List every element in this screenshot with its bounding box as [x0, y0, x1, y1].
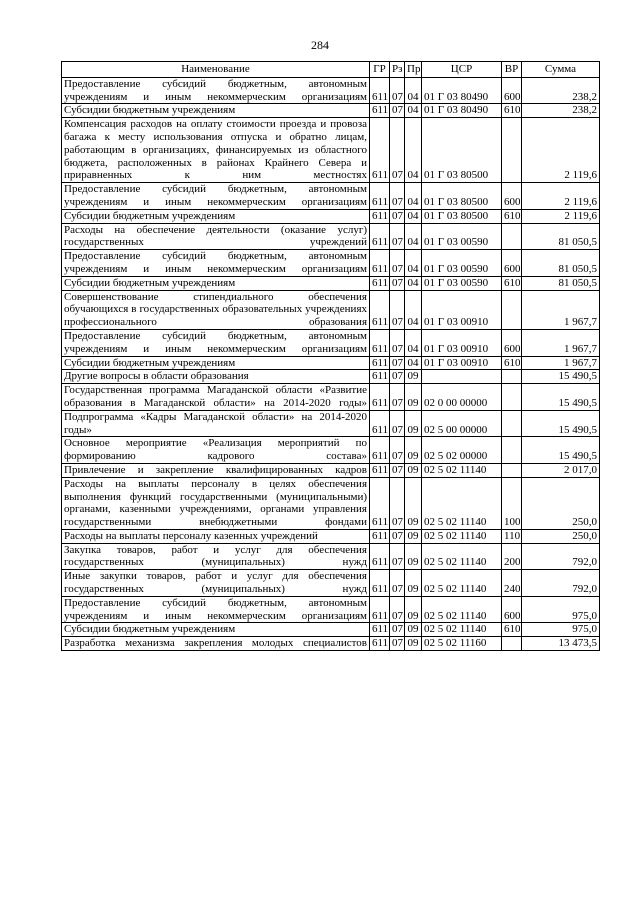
table-row [62, 209, 600, 223]
cell-sum: 15 490,5 [522, 370, 600, 384]
cell-sum: 250,0 [522, 477, 600, 529]
table-row [62, 290, 600, 329]
cell-rz: 07 [390, 596, 405, 623]
cell-csr: 02 5 02 11160 [422, 637, 502, 651]
budget-table [61, 61, 600, 651]
cell-rz: 07 [390, 356, 405, 370]
cell-name: Государственная программа Магаданской области «Развитие образования в Магаданской области» на 2014-2020 годы» [62, 384, 370, 411]
cell-rz: 07 [390, 384, 405, 411]
cell-gr: 611 [370, 250, 390, 277]
cell-rz: 07 [390, 329, 405, 356]
cell-gr: 611 [370, 410, 390, 437]
table-row [62, 329, 600, 356]
table-row [62, 637, 600, 651]
cell-vr: 600 [502, 183, 522, 210]
cell-csr: 01 Г 03 80490 [422, 77, 502, 104]
cell-vr: 600 [502, 329, 522, 356]
cell-csr: 01 Г 03 80500 [422, 118, 502, 183]
cell-rz: 07 [390, 529, 405, 543]
cell-pr: 04 [405, 290, 422, 329]
cell-gr: 611 [370, 437, 390, 464]
table-row [62, 104, 600, 118]
cell-vr: 600 [502, 250, 522, 277]
cell-rz: 07 [390, 276, 405, 290]
cell-rz: 07 [390, 463, 405, 477]
cell-rz: 07 [390, 410, 405, 437]
cell-sum: 2 119,6 [522, 118, 600, 183]
cell-rz: 07 [390, 250, 405, 277]
cell-csr: 01 Г 03 00910 [422, 290, 502, 329]
header-csr: ЦСР [422, 62, 502, 78]
cell-pr: 09 [405, 437, 422, 464]
cell-rz: 07 [390, 183, 405, 210]
cell-vr [502, 223, 522, 250]
cell-pr: 09 [405, 637, 422, 651]
cell-csr [422, 370, 502, 384]
cell-pr: 04 [405, 104, 422, 118]
cell-csr: 01 Г 03 80490 [422, 104, 502, 118]
table-row [62, 529, 600, 543]
cell-rz: 07 [390, 543, 405, 570]
cell-csr: 02 5 02 11140 [422, 596, 502, 623]
header-vr: ВР [502, 62, 522, 78]
cell-gr: 611 [370, 104, 390, 118]
cell-pr: 04 [405, 356, 422, 370]
cell-vr [502, 384, 522, 411]
cell-csr: 02 5 00 00000 [422, 410, 502, 437]
cell-name: Субсидии бюджетным учреждениям [62, 276, 370, 290]
cell-gr: 611 [370, 209, 390, 223]
cell-name: Компенсация расходов на оплату стоимости проезда и провоза багажа к месту использования отпуска и обратно лицам, работающим в организациях, финансируемых из областного бюджета, расположенных в районах Крайнего Севера и приравненных к ним местностях [62, 118, 370, 183]
header-gr: ГР [370, 62, 390, 78]
cell-pr: 09 [405, 410, 422, 437]
cell-sum: 792,0 [522, 570, 600, 597]
cell-gr: 611 [370, 463, 390, 477]
cell-sum: 13 473,5 [522, 637, 600, 651]
cell-name: Предоставление субсидий бюджетным, автономным учреждениям и иным некоммерческим организациям [62, 596, 370, 623]
cell-rz: 07 [390, 623, 405, 637]
cell-pr: 09 [405, 384, 422, 411]
cell-sum: 2 119,6 [522, 209, 600, 223]
table-row [62, 463, 600, 477]
cell-csr: 02 0 00 00000 [422, 384, 502, 411]
cell-vr: 110 [502, 529, 522, 543]
cell-gr: 611 [370, 570, 390, 597]
cell-gr: 611 [370, 183, 390, 210]
cell-sum: 15 490,5 [522, 437, 600, 464]
header-name: Наименование [62, 62, 370, 78]
cell-vr: 610 [502, 209, 522, 223]
cell-name: Подпрограмма «Кадры Магаданской области» на 2014-2020 годы» [62, 410, 370, 437]
cell-rz: 07 [390, 370, 405, 384]
cell-rz: 07 [390, 290, 405, 329]
table-row [62, 276, 600, 290]
cell-rz: 07 [390, 223, 405, 250]
cell-rz: 07 [390, 77, 405, 104]
table-row [62, 623, 600, 637]
cell-name: Совершенствование стипендиального обеспечения обучающихся в государственных образовательных учреждениях профессионального образования [62, 290, 370, 329]
cell-vr: 240 [502, 570, 522, 597]
cell-csr: 02 5 02 11140 [422, 543, 502, 570]
cell-name: Основное мероприятие «Реализация мероприятий по формированию кадрового состава» [62, 437, 370, 464]
cell-pr: 04 [405, 250, 422, 277]
table-row [62, 410, 600, 437]
cell-vr: 600 [502, 77, 522, 104]
cell-vr: 600 [502, 596, 522, 623]
cell-gr: 611 [370, 637, 390, 651]
cell-gr: 611 [370, 276, 390, 290]
cell-gr: 611 [370, 329, 390, 356]
cell-pr: 04 [405, 209, 422, 223]
table-row [62, 477, 600, 529]
header-row [62, 62, 600, 78]
cell-vr: 100 [502, 477, 522, 529]
cell-sum: 975,0 [522, 623, 600, 637]
cell-sum: 238,2 [522, 104, 600, 118]
header-rz: Рз [390, 62, 405, 78]
table-row [62, 356, 600, 370]
cell-gr: 611 [370, 356, 390, 370]
cell-rz: 07 [390, 209, 405, 223]
cell-pr: 04 [405, 118, 422, 183]
cell-pr: 09 [405, 370, 422, 384]
table-row [62, 543, 600, 570]
cell-name: Предоставление субсидий бюджетным, автономным учреждениям и иным некоммерческим организациям [62, 77, 370, 104]
table-row [62, 118, 600, 183]
cell-pr: 04 [405, 276, 422, 290]
cell-vr [502, 463, 522, 477]
cell-gr: 611 [370, 77, 390, 104]
cell-vr: 610 [502, 104, 522, 118]
cell-csr: 01 Г 03 00590 [422, 223, 502, 250]
cell-name: Иные закупки товаров, работ и услуг для обеспечения государственных (муниципальных) нужд [62, 570, 370, 597]
cell-sum: 238,2 [522, 77, 600, 104]
table-row [62, 183, 600, 210]
cell-name: Расходы на обеспечение деятельности (оказание услуг) государственных учреждений [62, 223, 370, 250]
cell-csr: 02 5 02 11140 [422, 463, 502, 477]
cell-name: Закупка товаров, работ и услуг для обеспечения государственных (муниципальных) нужд [62, 543, 370, 570]
cell-rz: 07 [390, 104, 405, 118]
cell-csr: 02 5 02 11140 [422, 623, 502, 637]
cell-vr: 200 [502, 543, 522, 570]
cell-csr: 02 5 02 11140 [422, 570, 502, 597]
cell-gr: 611 [370, 543, 390, 570]
cell-gr: 611 [370, 384, 390, 411]
cell-rz: 07 [390, 477, 405, 529]
table-row [62, 250, 600, 277]
cell-csr: 01 Г 03 80500 [422, 183, 502, 210]
cell-pr: 09 [405, 463, 422, 477]
cell-name: Субсидии бюджетным учреждениям [62, 209, 370, 223]
table-row [62, 570, 600, 597]
cell-csr: 01 Г 03 00590 [422, 250, 502, 277]
cell-name: Предоставление субсидий бюджетным, автономным учреждениям и иным некоммерческим организациям [62, 250, 370, 277]
cell-csr: 02 5 02 11140 [422, 477, 502, 529]
cell-name: Расходы на выплаты персоналу в целях обеспечения выполнения функций государственными (муниципальными) органами, казенными учреждениями, органами управления государственными внебюджетными фондами [62, 477, 370, 529]
cell-csr: 01 Г 03 80500 [422, 209, 502, 223]
cell-vr [502, 370, 522, 384]
cell-gr: 611 [370, 529, 390, 543]
cell-vr: 610 [502, 356, 522, 370]
cell-pr: 04 [405, 77, 422, 104]
cell-csr: 02 5 02 11140 [422, 529, 502, 543]
cell-rz: 07 [390, 118, 405, 183]
cell-name: Предоставление субсидий бюджетным, автономным учреждениям и иным некоммерческим организациям [62, 329, 370, 356]
cell-pr: 09 [405, 543, 422, 570]
cell-sum: 250,0 [522, 529, 600, 543]
cell-pr: 09 [405, 570, 422, 597]
table-row [62, 77, 600, 104]
cell-sum: 81 050,5 [522, 223, 600, 250]
cell-sum: 975,0 [522, 596, 600, 623]
cell-name: Расходы на выплаты персоналу казенных учреждений [62, 529, 370, 543]
cell-name: Субсидии бюджетным учреждениям [62, 104, 370, 118]
cell-rz: 07 [390, 570, 405, 597]
cell-vr [502, 118, 522, 183]
cell-vr: 610 [502, 276, 522, 290]
header-sum: Сумма [522, 62, 600, 78]
cell-sum: 15 490,5 [522, 410, 600, 437]
cell-gr: 611 [370, 596, 390, 623]
cell-pr: 09 [405, 477, 422, 529]
cell-sum: 1 967,7 [522, 290, 600, 329]
cell-vr [502, 410, 522, 437]
cell-gr: 611 [370, 118, 390, 183]
cell-vr [502, 290, 522, 329]
cell-csr: 01 Г 03 00590 [422, 276, 502, 290]
cell-pr: 04 [405, 223, 422, 250]
cell-pr: 09 [405, 529, 422, 543]
cell-pr: 04 [405, 329, 422, 356]
table-row [62, 370, 600, 384]
cell-pr: 04 [405, 183, 422, 210]
table-row [62, 596, 600, 623]
cell-name: Разработка механизма закрепления молодых специалистов [62, 637, 370, 651]
cell-vr [502, 437, 522, 464]
header-pr: Пр [405, 62, 422, 78]
cell-csr: 02 5 02 00000 [422, 437, 502, 464]
cell-rz: 07 [390, 637, 405, 651]
cell-name: Другие вопросы в области образования [62, 370, 370, 384]
cell-sum: 81 050,5 [522, 250, 600, 277]
cell-gr: 611 [370, 370, 390, 384]
cell-name: Субсидии бюджетным учреждениям [62, 356, 370, 370]
table-row [62, 384, 600, 411]
cell-pr: 09 [405, 596, 422, 623]
cell-name: Субсидии бюджетным учреждениям [62, 623, 370, 637]
cell-sum: 2 119,6 [522, 183, 600, 210]
cell-name: Привлечение и закрепление квалифицированных кадров [62, 463, 370, 477]
cell-gr: 611 [370, 223, 390, 250]
cell-csr: 01 Г 03 00910 [422, 356, 502, 370]
cell-sum: 1 967,7 [522, 329, 600, 356]
cell-gr: 611 [370, 290, 390, 329]
table-row [62, 223, 600, 250]
cell-gr: 611 [370, 477, 390, 529]
cell-csr: 01 Г 03 00910 [422, 329, 502, 356]
cell-rz: 07 [390, 437, 405, 464]
cell-sum: 15 490,5 [522, 384, 600, 411]
cell-pr: 09 [405, 623, 422, 637]
cell-sum: 1 967,7 [522, 356, 600, 370]
page-number: 284 [311, 38, 329, 52]
cell-sum: 792,0 [522, 543, 600, 570]
cell-sum: 81 050,5 [522, 276, 600, 290]
cell-vr [502, 637, 522, 651]
table-row [62, 437, 600, 464]
cell-sum: 2 017,0 [522, 463, 600, 477]
cell-vr: 610 [502, 623, 522, 637]
cell-gr: 611 [370, 623, 390, 637]
cell-name: Предоставление субсидий бюджетным, автономным учреждениям и иным некоммерческим организациям [62, 183, 370, 210]
